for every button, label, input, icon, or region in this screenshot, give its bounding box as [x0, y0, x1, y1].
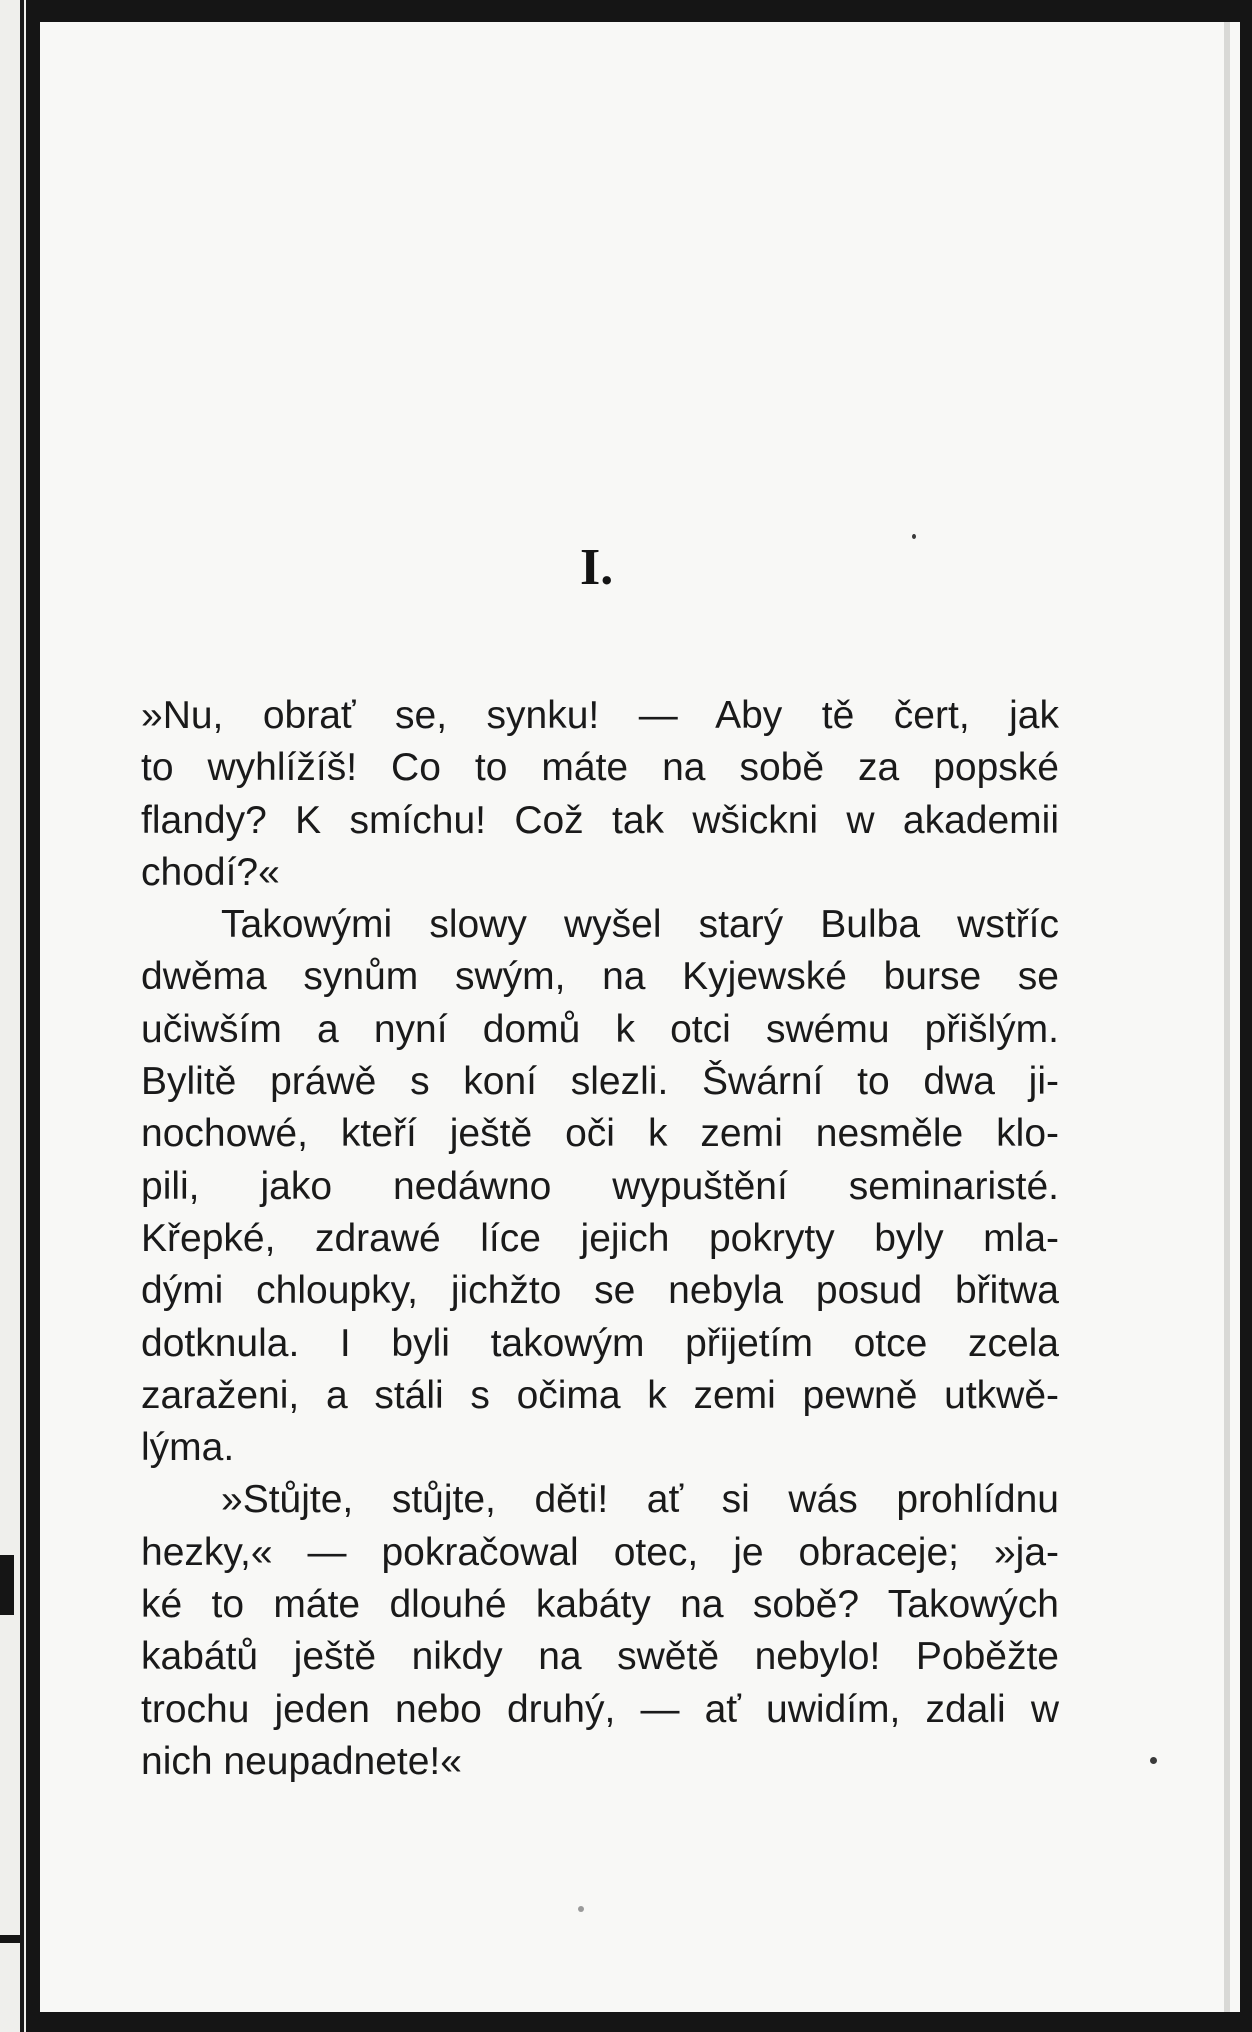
text-line: hezky,« — pokračowal otec, je obraceje; »ja- — [141, 1530, 1059, 1574]
chapter-heading: I. — [580, 539, 614, 596]
text-line: nochowé, kteří ještě oči k zemi nesměle klo- — [141, 1112, 1059, 1156]
text-line: dwěma synům swým, na Kyjewské burse se — [141, 955, 1059, 999]
text-line: Bylitě práwě s koní slezli. Šwární to dwa ji- — [141, 1060, 1059, 1104]
text-line: Křepké, zdrawé líce jejich pokryty byly mla- — [141, 1216, 1059, 1260]
text-line: »Stůjte, stůjte, děti! ať si wás prohlídnu — [221, 1478, 1059, 1522]
print-speck — [1150, 1757, 1157, 1764]
text-line: chodí?« — [141, 850, 280, 894]
binding-rule — [20, 0, 24, 2032]
text-line: pili, jako nedáwno wypuštění seminaristé. — [141, 1164, 1059, 1208]
text-line: Takowými slowy wyšel starý Bulba wstříc — [221, 903, 1059, 947]
text-line: lýma. — [141, 1426, 235, 1470]
text-line: kabátů ještě nikdy na swětě nebylo! Poběžte — [141, 1635, 1059, 1679]
text-line: trochu jeden nebo druhý, — ať uwidím, zdali w — [141, 1687, 1059, 1731]
text-line: flandy? K smíchu! Což tak wšickni w akademii — [141, 798, 1059, 842]
text-line: zaraženi, a stáli s očima k zemi pewně utkwě- — [141, 1373, 1059, 1417]
print-speck — [578, 1906, 584, 1912]
text-line: ké to máte dlouhé kabáty na sobě? Takowých — [141, 1583, 1059, 1627]
print-speck — [912, 534, 916, 539]
text-line: dotknula. I byli takowým přijetím otce zcela — [141, 1321, 1059, 1365]
binding-mark — [0, 1935, 20, 1943]
binding-mark — [0, 1555, 14, 1615]
text-line: to wyhlížíš! Co to máte na sobě za popské — [141, 746, 1059, 790]
body-text — [141, 690, 1059, 1788]
text-line: nich neupadnete!« — [141, 1739, 462, 1783]
text-line: »Nu, obrať se, synku! — Aby tě čert, jak — [141, 694, 1059, 737]
text-line: učiwším a nyní domů k otci swému přišlým. — [141, 1007, 1059, 1051]
text-line: dými chloupky, jichžto se nebyla posud břitwa — [141, 1269, 1059, 1313]
page-edge-shadow — [1224, 22, 1230, 2012]
